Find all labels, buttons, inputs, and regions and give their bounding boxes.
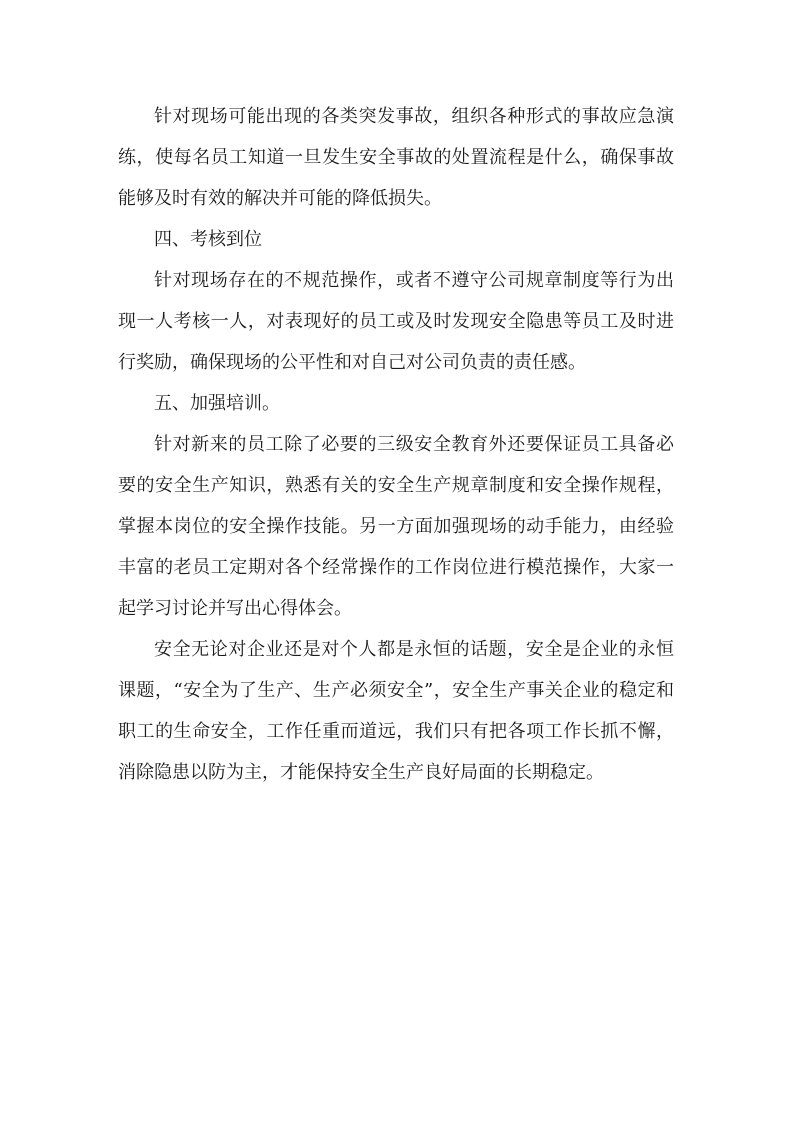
paragraph-emergency-drill: 针对现场可能出现的各类突发事故，组织各种形式的事故应急演练，使每名员工知道一旦发生安全事故的处置流程是什么，确保事故能够及时有效的解决并可能的降低损失。: [118, 106, 674, 209]
document-body: [118, 96, 674, 793]
section-heading-training: 五、加强培训。: [154, 393, 280, 414]
paragraph-training: 针对新来的员工除了必要的三级安全教育外还要保证员工具备必要的安全生产知识，熟悉有关的安全生产规章制度和安全操作规程，掌握本岗位的安全操作技能。另一方面加强现场的动手能力，由经验丰富的老员工定期对各个经常操作的工作岗位进行模范操作，大家一起学习讨论并写出心得体会。: [118, 434, 674, 619]
paragraph-assessment: 针对现场存在的不规范操作，或者不遵守公司规章制度等行为出现一人考核一人，对表现好的员工或及时发现安全隐患等员工及时进行奖励，确保现场的公平性和对自己对公司负责的责任感。: [118, 270, 674, 373]
paragraph-conclusion: 安全无论对企业还是对个人都是永恒的话题，安全是企业的永恒课题，“安全为了生产、生产必须安全”，安全生产事关企业的稳定和职工的生命安全，工作任重而道远，我们只有把各项工作长抓不懈，消除隐患以防为主，才能保持安全生产良好局面的长期稳定。: [118, 639, 674, 783]
section-heading-assessment: 四、考核到位: [154, 229, 262, 250]
